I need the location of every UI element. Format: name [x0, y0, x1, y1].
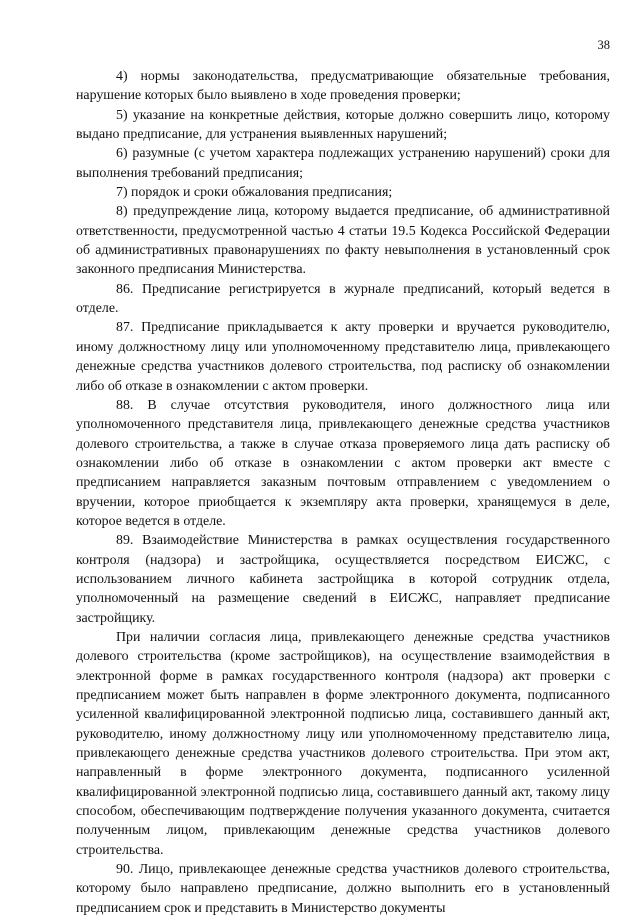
paragraph-88: 88. В случае отсутствия руководителя, иного должностного лица или уполномоченного представителя лица, привлекающего денежные средства участников долевого строительства, а также в случае отказа проверяемого лица дать расписку об ознакомлении либо об отказе в ознакомлении с актом проверки акт вместе с предписанием направляется заказным почтовым отправлением с уведомлением о вручении, которое приобщается к экземпляру акта проверки, хранящемуся в деле, которое ведется в отделе.: [76, 397, 610, 529]
paragraph-item-5: 5) указание на конкретные действия, которые должно совершить лицо, которому выдано предписание, для устранения выявленных нарушений;: [76, 107, 610, 143]
document-body: [76, 67, 610, 918]
paragraph-89: 89. Взаимодействие Министерства в рамках осуществления государственного контроля (надзора) и застройщика, осуществляется посредством ЕИСЖС, с использованием личного кабинета застройщика в которой сотрудник отдела, уполномоченный на размещение сведений в ЕИСЖС, направляет предписание застройщику.: [76, 533, 610, 626]
paragraph-89-electronic-consent: При наличии согласия лица, привлекающего денежные средства участников долевого строительства (кроме застройщиков), на осуществление взаимодействия в электронной форме в рамках государственного контроля (надзора) акт проверки с предписанием может быть направлен в форме электронного документа, подписанного усиленной квалифицированной электронной подписью лица, составившего данный акт, руководителю, иному должностному лицу или уполномоченному представителю лица, привлекающего денежные средства участников долевого строительства. При этом акт, направленный в форме электронного документа, подписанного усиленной квалифицированной электронной подписью лица, составившего данный акт, такому лицу способом, обеспечивающим подтверждение получения указанного документа, считается полученным лицом, привлекающим денежные средства участников долевого строительства.: [76, 629, 610, 858]
paragraph-86: 86. Предписание регистрируется в журнале предписаний, который ведется в отделе.: [76, 281, 610, 317]
paragraph-87: 87. Предписание прикладывается к акту проверки и вручается руководителю, иному должностному лицу или уполномоченному представителю лица, привлекающего денежные средства участников долевого строительства, под расписку об ознакомлении либо об отказе в ознакомлении с актом проверки.: [76, 320, 610, 394]
paragraph-item-7: 7) порядок и сроки обжалования предписания;: [116, 185, 393, 201]
page-number: 38: [597, 38, 610, 52]
paragraph-item-4: 4) нормы законодательства, предусматривающие обязательные требования, нарушение которых было выявлено в ходе проведения проверки;: [76, 69, 610, 104]
paragraph-90: 90. Лицо, привлекающее денежные средства участников долевого строительства, которому было направлено предписание, должно выполнить его в установленный предписанием срок и представить в Министерство документы: [76, 862, 610, 916]
paragraph-item-6: 6) разумные (с учетом характера подлежащих устранению нарушений) сроки для выполнения требований предписания;: [76, 146, 610, 181]
paragraph-item-8: 8) предупреждение лица, которому выдается предписание, об административной ответственности, предусмотренной частью 4 статьи 19.5 Кодекса Российской Федерации об административных правонарушениях по факту невыполнения в установленный срок законного предписания Министерства.: [76, 204, 610, 278]
